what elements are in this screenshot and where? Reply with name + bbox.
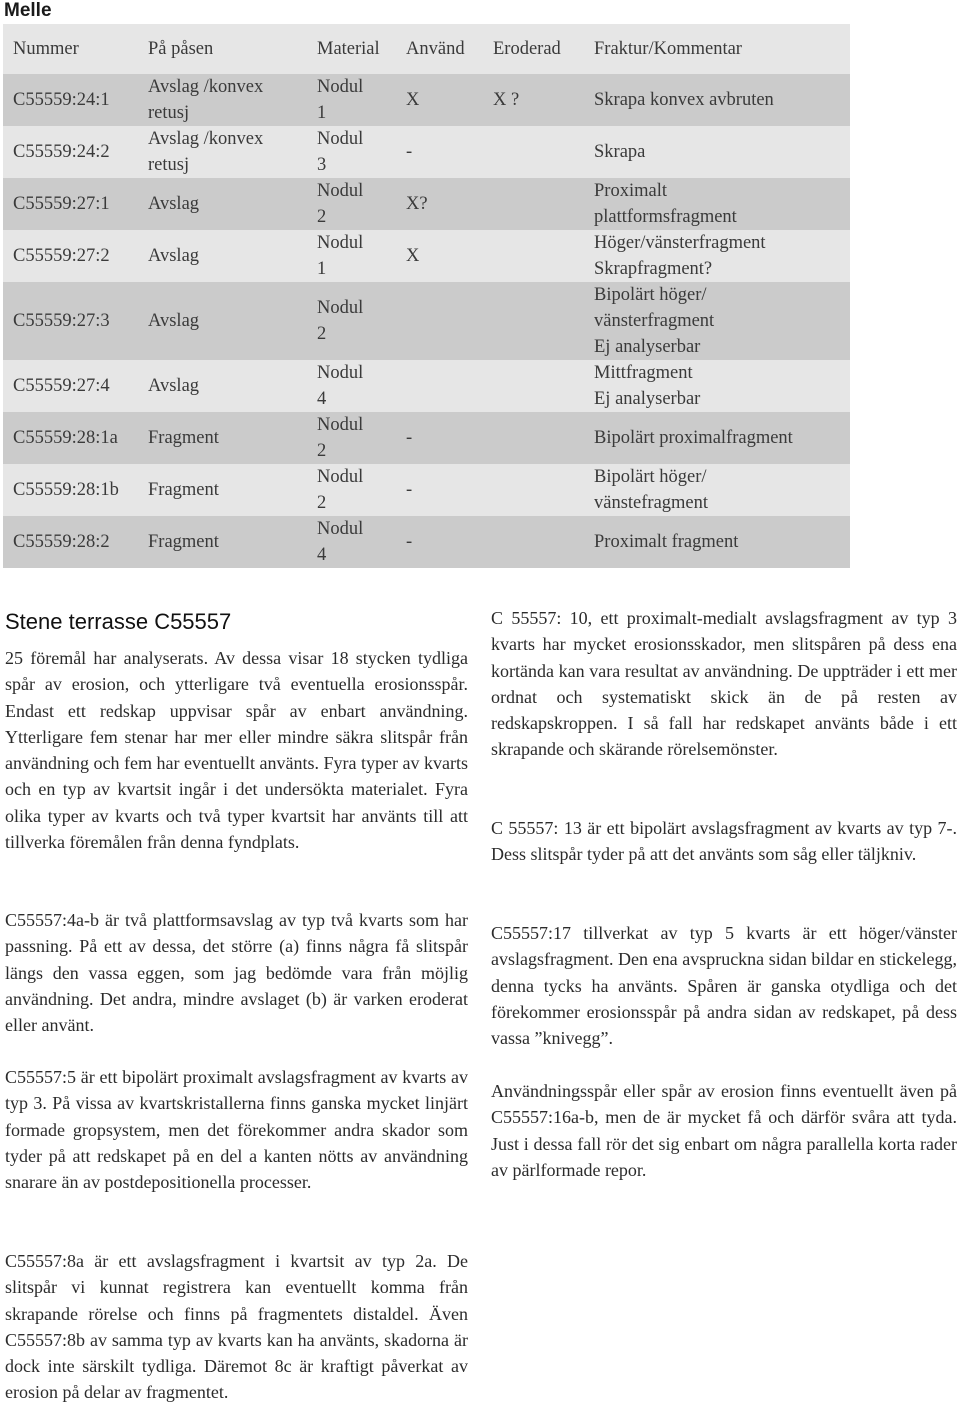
paragraph: C55557:4a-b är två plattformsavslag av typ två kvarts som har passning. På ett av dessa, det större (a) finns några få slitspår längs den vassa eggen, som jag bedömde vara från möjlig användning. Det andra, mindre avslaget (b) är varken eroderat eller använt. bbox=[5, 910, 468, 1036]
cell-kommentar bbox=[594, 412, 850, 464]
cell-eroderad bbox=[493, 464, 594, 516]
cell-nummer: C55559:24:2 bbox=[13, 142, 110, 162]
cell-eroderad bbox=[493, 412, 594, 464]
cell-kommentar-line: plattformsfragment bbox=[594, 207, 737, 227]
cell-pa-pasen-line: Avslag /konvex bbox=[148, 77, 264, 97]
cell-material-line: Nodul bbox=[317, 298, 364, 318]
cell-material bbox=[317, 230, 406, 282]
cell-pa-pasen bbox=[148, 360, 317, 412]
cell-pa-pasen-line: retusj bbox=[148, 155, 190, 175]
cell-anvand bbox=[406, 360, 493, 412]
cell-material-line: Nodul bbox=[317, 467, 364, 487]
cell-eroderad bbox=[493, 230, 594, 282]
cell-pa-pasen-line: retusj bbox=[148, 103, 190, 123]
cell-nummer: C55559:24:1 bbox=[13, 90, 110, 110]
cell-kommentar bbox=[594, 74, 850, 126]
cell-pa-pasen bbox=[148, 230, 317, 282]
table-title: Melle bbox=[4, 0, 52, 21]
cell-eroderad bbox=[493, 360, 594, 412]
data-table bbox=[3, 24, 850, 568]
cell-material bbox=[317, 126, 406, 178]
table-row bbox=[3, 464, 850, 516]
paragraph: C55557:5 är ett bipolärt proximalt avslagsfragment av kvarts av typ 3. På vissa av kvartskristallerna finns ganska mycket linjärt formade gropsystem, men det förekommer andra skador som tyder på att redskapet på en del a kanten nötts av användning snarare än av postdepositionella processer. bbox=[5, 1067, 468, 1193]
cell-kommentar-line: Bipolärt proximalfragment bbox=[594, 428, 793, 448]
cell-kommentar-line: Höger/vänsterfragment bbox=[594, 233, 766, 253]
cell-material bbox=[317, 412, 406, 464]
cell-material-line: 4 bbox=[317, 545, 327, 565]
cell-anvand: X bbox=[406, 90, 420, 110]
cell-material bbox=[317, 516, 406, 568]
cell-material-line: 2 bbox=[317, 324, 327, 344]
cell-kommentar-line: vänstefragment bbox=[594, 493, 709, 513]
cell-kommentar bbox=[594, 178, 850, 230]
cell-nummer: C55559:27:3 bbox=[13, 311, 110, 331]
cell-material-line: 2 bbox=[317, 441, 327, 461]
cell-kommentar-line: Skrapa konvex avbruten bbox=[594, 90, 774, 110]
header-nummer: Nummer bbox=[13, 39, 79, 59]
cell-nummer: C55559:28:1a bbox=[13, 428, 118, 448]
table-row bbox=[3, 178, 850, 230]
table-row bbox=[3, 360, 850, 412]
cell-pa-pasen-line: Fragment bbox=[148, 428, 219, 448]
cell-kommentar-line: Skrapfragment? bbox=[594, 259, 713, 279]
cell-pa-pasen bbox=[148, 464, 317, 516]
cell-anvand: - bbox=[406, 428, 413, 448]
section-heading: Stene terrasse C55557 bbox=[5, 609, 232, 634]
cell-eroderad bbox=[493, 282, 594, 360]
cell-material-line: Nodul bbox=[317, 519, 364, 539]
cell-material-line: Nodul bbox=[317, 77, 364, 97]
cell-pa-pasen bbox=[148, 516, 317, 568]
cell-pa-pasen-line: Avslag bbox=[148, 194, 200, 214]
cell-kommentar-line: Bipolärt höger/ bbox=[594, 467, 707, 487]
cell-anvand bbox=[406, 282, 493, 360]
header-fraktur-kommentar: Fraktur/Kommentar bbox=[594, 39, 742, 59]
cell-kommentar-line: vänsterfragment bbox=[594, 311, 715, 331]
table-row bbox=[3, 282, 850, 360]
paragraph: C55557:8a är ett avslagsfragment i kvartsit av typ 2a. De slitspår vi kunnat registrera kan eventuellt komma från skrapande rörelse och finns på fragmentets distaldel. Även C55557:8b av samma typ av kvarts kan ha använts, skadorna är dock inte särskilt tydliga. Däremot 8c är kraftigt påverkat av erosion på delar av fragmentet. bbox=[5, 1251, 468, 1403]
cell-material-line: Nodul bbox=[317, 181, 364, 201]
cell-material-line: 1 bbox=[317, 103, 327, 123]
cell-eroderad bbox=[493, 516, 594, 568]
header-eroderad: Eroderad bbox=[493, 39, 561, 59]
cell-material-line: 2 bbox=[317, 493, 327, 513]
cell-eroderad bbox=[493, 178, 594, 230]
cell-kommentar bbox=[594, 126, 850, 178]
cell-kommentar bbox=[594, 464, 850, 516]
cell-pa-pasen-line: Avslag /konvex bbox=[148, 129, 264, 149]
cell-nummer: C55559:27:2 bbox=[13, 246, 110, 266]
cell-anvand: - bbox=[406, 142, 413, 162]
cell-anvand: - bbox=[406, 480, 413, 500]
header-material: Material bbox=[317, 39, 380, 59]
cell-eroderad bbox=[493, 126, 594, 178]
table-row bbox=[3, 74, 850, 126]
cell-material bbox=[317, 282, 406, 360]
cell-material-line: Nodul bbox=[317, 415, 364, 435]
cell-pa-pasen bbox=[148, 412, 317, 464]
cell-nummer: C55559:27:1 bbox=[13, 194, 110, 214]
table-row bbox=[3, 126, 850, 178]
cell-nummer: C55559:27:4 bbox=[13, 376, 110, 396]
cell-material-line: 4 bbox=[317, 389, 327, 409]
cell-kommentar-line: Bipolärt höger/ bbox=[594, 285, 707, 305]
table-header-row bbox=[3, 24, 850, 74]
table-row bbox=[3, 230, 850, 282]
cell-anvand: X bbox=[406, 246, 420, 266]
cell-pa-pasen bbox=[148, 282, 317, 360]
cell-kommentar-line: Proximalt bbox=[594, 181, 667, 201]
cell-kommentar bbox=[594, 360, 850, 412]
cell-pa-pasen-line: Fragment bbox=[148, 480, 219, 500]
cell-material bbox=[317, 178, 406, 230]
table-row bbox=[3, 516, 850, 568]
cell-material-line: 3 bbox=[317, 155, 327, 175]
cell-kommentar-line: Ej analyserbar bbox=[594, 389, 701, 409]
cell-material bbox=[317, 464, 406, 516]
table-body bbox=[3, 74, 850, 568]
cell-kommentar-line: Proximalt fragment bbox=[594, 532, 739, 552]
cell-pa-pasen bbox=[148, 178, 317, 230]
cell-kommentar-line: Ej analyserbar bbox=[594, 337, 701, 357]
cell-material-line: Nodul bbox=[317, 233, 364, 253]
header-anvand: Använd bbox=[406, 39, 465, 59]
cell-kommentar-line: Mittfragment bbox=[594, 363, 693, 383]
cell-material bbox=[317, 74, 406, 126]
header-pa-pasen: På påsen bbox=[148, 39, 214, 59]
cell-kommentar bbox=[594, 516, 850, 568]
paragraph: C 55557: 10, ett proximalt-medialt avslagsfragment av typ 3 kvarts har mycket erosionsskador, men slitspåren på dess ena kortända kan vara resultat av användning. De uppträder i ett mer ordnat och systematiskt skick än de på resten av redskapskroppen. I så fall har redskapet använts både i ett skrapande och skärande rörelsemönster. bbox=[491, 608, 957, 760]
cell-anvand: X? bbox=[406, 194, 428, 214]
cell-kommentar bbox=[594, 230, 850, 282]
cell-pa-pasen bbox=[148, 126, 317, 178]
cell-pa-pasen bbox=[148, 74, 317, 126]
cell-eroderad: X ? bbox=[493, 90, 520, 110]
cell-kommentar bbox=[594, 282, 850, 360]
cell-pa-pasen-line: Avslag bbox=[148, 311, 200, 331]
cell-material-line: 1 bbox=[317, 259, 327, 279]
cell-material bbox=[317, 360, 406, 412]
cell-kommentar-line: Skrapa bbox=[594, 142, 646, 162]
cell-nummer: C55559:28:2 bbox=[13, 532, 110, 552]
paragraph: Användningsspår eller spår av erosion finns eventuellt även på C55557:16a-b, men de är mycket få och därför svåra att tyda. Just i dessa fall rör det sig enbart om några parallella korta rader av pärlformade repor. bbox=[491, 1081, 957, 1180]
cell-pa-pasen-line: Fragment bbox=[148, 532, 219, 552]
table-row bbox=[3, 412, 850, 464]
paragraph: C 55557: 13 är ett bipolärt avslagsfragment av kvarts av typ 7-. Dess slitspår tyder på att det använts som såg eller täljkniv. bbox=[491, 818, 957, 865]
cell-material-line: 2 bbox=[317, 207, 327, 227]
cell-pa-pasen-line: Avslag bbox=[148, 246, 200, 266]
paragraph: 25 föremål har analyserats. Av dessa visar 18 stycken tydliga spår av erosion, och ytterligare två eventuella erosionsspår. Endast ett redskap uppvisar spår av enbart användning. Ytterligare fem stenar har mer eller mindre säkra slitspår från användning och fem har eventuellt använts. Fyra typer av kvarts och en typ av kvartsit ingår i det undersökta materialet. Fyra olika typer av kvarts och två typer kvartsit har använts till att tillverka föremålen från denna fyndplats. bbox=[5, 648, 468, 853]
cell-material-line: Nodul bbox=[317, 129, 364, 149]
cell-anvand: - bbox=[406, 532, 413, 552]
cell-pa-pasen-line: Avslag bbox=[148, 376, 200, 396]
cell-material-line: Nodul bbox=[317, 363, 364, 383]
cell-nummer: C55559:28:1b bbox=[13, 480, 119, 500]
paragraph: C55557:17 tillverkat av typ 5 kvarts är ett höger/vänster avslagsfragment. Den ena avspruckna sidan bildar en stickelegg, denna tycks ha använts. Spåren är ganska otydliga och det förekommer erosionsspår på andra sidan av redskapet, på dess vassa ”knivegg”. bbox=[491, 923, 957, 1049]
